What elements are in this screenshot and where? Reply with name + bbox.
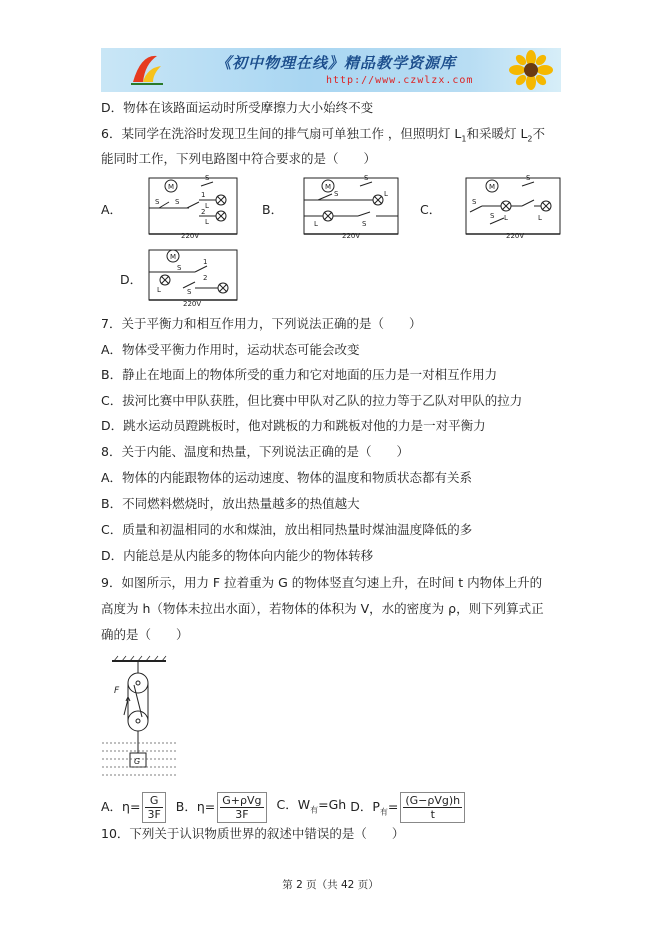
circuit-c-s2: S — [472, 198, 477, 206]
q7-option-b: B．静止在地面上的物体所受的重力和它对地面的压力是一对相互作用力 — [101, 367, 498, 382]
q6-option-d-label: D． — [120, 272, 143, 287]
q9-d-post: = — [387, 799, 399, 814]
q6-stem-line2: 能同时工作，下列电路图中符合要求的是（ ） — [101, 151, 377, 166]
q9-b-den: 3F — [235, 808, 249, 821]
circuit-a-n1: 1 — [201, 191, 206, 199]
q9-d-sub: 有 — [379, 807, 388, 817]
circuit-a-l2: L — [205, 218, 209, 226]
page-footer: 第 2 页（共 42 页） — [282, 879, 379, 891]
q7-stem: 7．关于平衡力和相互作用力，下列说法正确的是（ ） — [101, 316, 422, 331]
q6-text-2: 和采暖灯 L — [466, 126, 528, 141]
q5-option-d: D．物体在该路面运动时所受摩擦力大小始终不变 — [101, 100, 374, 115]
circuit-d-s3: S — [187, 288, 192, 296]
q9-d-fraction — [400, 792, 465, 823]
circuit-c-l2: L — [538, 214, 542, 222]
q9-options — [101, 792, 467, 823]
q7-option-a: A．物体受平衡力作用时，运动状态可能会改变 — [101, 342, 360, 357]
banner-title: 《初中物理在线》精品教学资源库 — [216, 54, 457, 72]
q9-a-fraction — [142, 792, 165, 823]
circuit-b-l2: L — [314, 220, 318, 228]
q9-d-den: t — [430, 808, 435, 821]
q8-option-d: D．内能总是从内能多的物体向内能少的物体转移 — [101, 548, 374, 563]
circuit-d-motor: M — [170, 253, 177, 261]
q6-option-c-label: C． — [420, 202, 442, 217]
q9-c-sub: 有 — [310, 805, 319, 815]
circuit-b-motor: M — [325, 183, 332, 191]
circuit-b-s1: S — [364, 174, 369, 182]
q9-stem-line3: 确的是（ ） — [101, 627, 189, 642]
circuit-d-voltage: 220V — [183, 300, 202, 308]
circuit-a-l1: L — [205, 202, 209, 210]
q10-stem: 10．下列关于认识物质世界的叙述中错误的是（ ） — [101, 826, 405, 841]
q9-b-prefix: B．η= — [175, 799, 216, 814]
pulley-figure — [100, 655, 180, 780]
q8-option-b: B．不同燃料燃烧时，放出热量越多的热值越大 — [101, 496, 360, 511]
circuit-c-motor: M — [489, 183, 496, 191]
circuit-d-n1: 1 — [203, 258, 208, 266]
sunflower-icon — [509, 50, 553, 90]
circuit-diagram-c — [460, 172, 566, 242]
circuit-c-l1: L — [504, 214, 508, 222]
q9-a-prefix: A．η= — [101, 799, 141, 814]
circuit-a-n2: 2 — [201, 208, 206, 216]
q6-text-1: 6．某同学在洗浴时发现卫生间的排气扇可单独工作 ，但照明灯 L — [101, 126, 462, 141]
q9-option-a — [101, 792, 168, 823]
q9-b-fraction — [217, 792, 266, 823]
header-banner — [101, 48, 561, 92]
circuit-a-motor: M — [168, 183, 175, 191]
circuit-d-n2: 2 — [203, 274, 208, 282]
q6-option-b-label: B． — [262, 202, 284, 217]
q9-a-num: G — [145, 794, 162, 808]
circuit-diagram-b — [298, 172, 404, 242]
circuit-a-s3: S — [175, 198, 180, 206]
q9-option-d — [350, 792, 467, 823]
q9-d-num: (G−ρVg)h — [405, 794, 461, 807]
q6-sub-1: 1 — [461, 134, 467, 144]
circuit-d-s2: S — [177, 264, 182, 272]
pulley-weight-label: G — [134, 757, 141, 766]
q6-sub-2: 2 — [527, 134, 533, 144]
circuit-c-s1: S — [526, 174, 531, 182]
q9-option-b — [176, 792, 269, 823]
circuit-b-l1: L — [384, 190, 388, 198]
q8-stem: 8．关于内能、温度和热量，下列说法正确的是（ ） — [101, 444, 409, 459]
q6-option-a-label: A． — [101, 202, 123, 217]
circuit-c-voltage: 220V — [506, 232, 525, 240]
circuit-a-s2: S — [155, 198, 160, 206]
circuit-d-l1: L — [157, 286, 161, 294]
q8-option-a: A．物体的内能跟物体的运动速度、物体的温度和物质状态都有关系 — [101, 470, 473, 485]
q9-stem-line1: 9．如图所示，用力 F 拉着重为 G 的物体竖直匀速上升，在时间 t 内物体上升的 — [101, 575, 543, 590]
q9-c-post: =Gh — [318, 796, 347, 812]
q9-a-den: 3F — [147, 808, 161, 821]
q9-b-num: G+ρVg — [222, 794, 262, 807]
q7-option-c: C．拔河比赛中甲队获胜，但比赛中甲队对乙队的拉力等于乙队对甲队的拉力 — [101, 393, 523, 408]
circuit-b-s3: S — [362, 220, 367, 228]
q6-stem-line1 — [101, 126, 545, 148]
logo-icon — [127, 52, 167, 88]
q6-text-3: 不 — [532, 126, 546, 141]
banner-url: http://www.czwlzx.com — [326, 75, 474, 86]
circuit-c-s3: S — [490, 212, 495, 220]
circuit-diagram-a — [143, 172, 243, 242]
circuit-b-s2: S — [334, 190, 339, 198]
q9-d-prefix: D．P — [350, 799, 380, 814]
circuit-diagram-d — [143, 244, 243, 308]
q8-option-c: C．质量和初温相同的水和煤油，放出相同热量时煤油温度降低的多 — [101, 522, 473, 537]
q9-stem-line2: 高度为 h（物体未拉出水面），若物体的体积为 V，水的密度为 ρ，则下列算式正 — [101, 601, 544, 616]
circuit-b-voltage: 220V — [342, 232, 361, 240]
circuit-a-voltage: 220V — [181, 232, 200, 240]
q7-option-d: D．跳水运动员蹬跳板时，他对跳板的力和跳板对他的力是一对平衡力 — [101, 418, 486, 433]
circuit-a-s1: S — [205, 174, 210, 182]
q9-c-prefix: C．W — [276, 796, 311, 812]
pulley-force-label: F — [114, 686, 120, 696]
q9-option-c — [277, 797, 347, 819]
